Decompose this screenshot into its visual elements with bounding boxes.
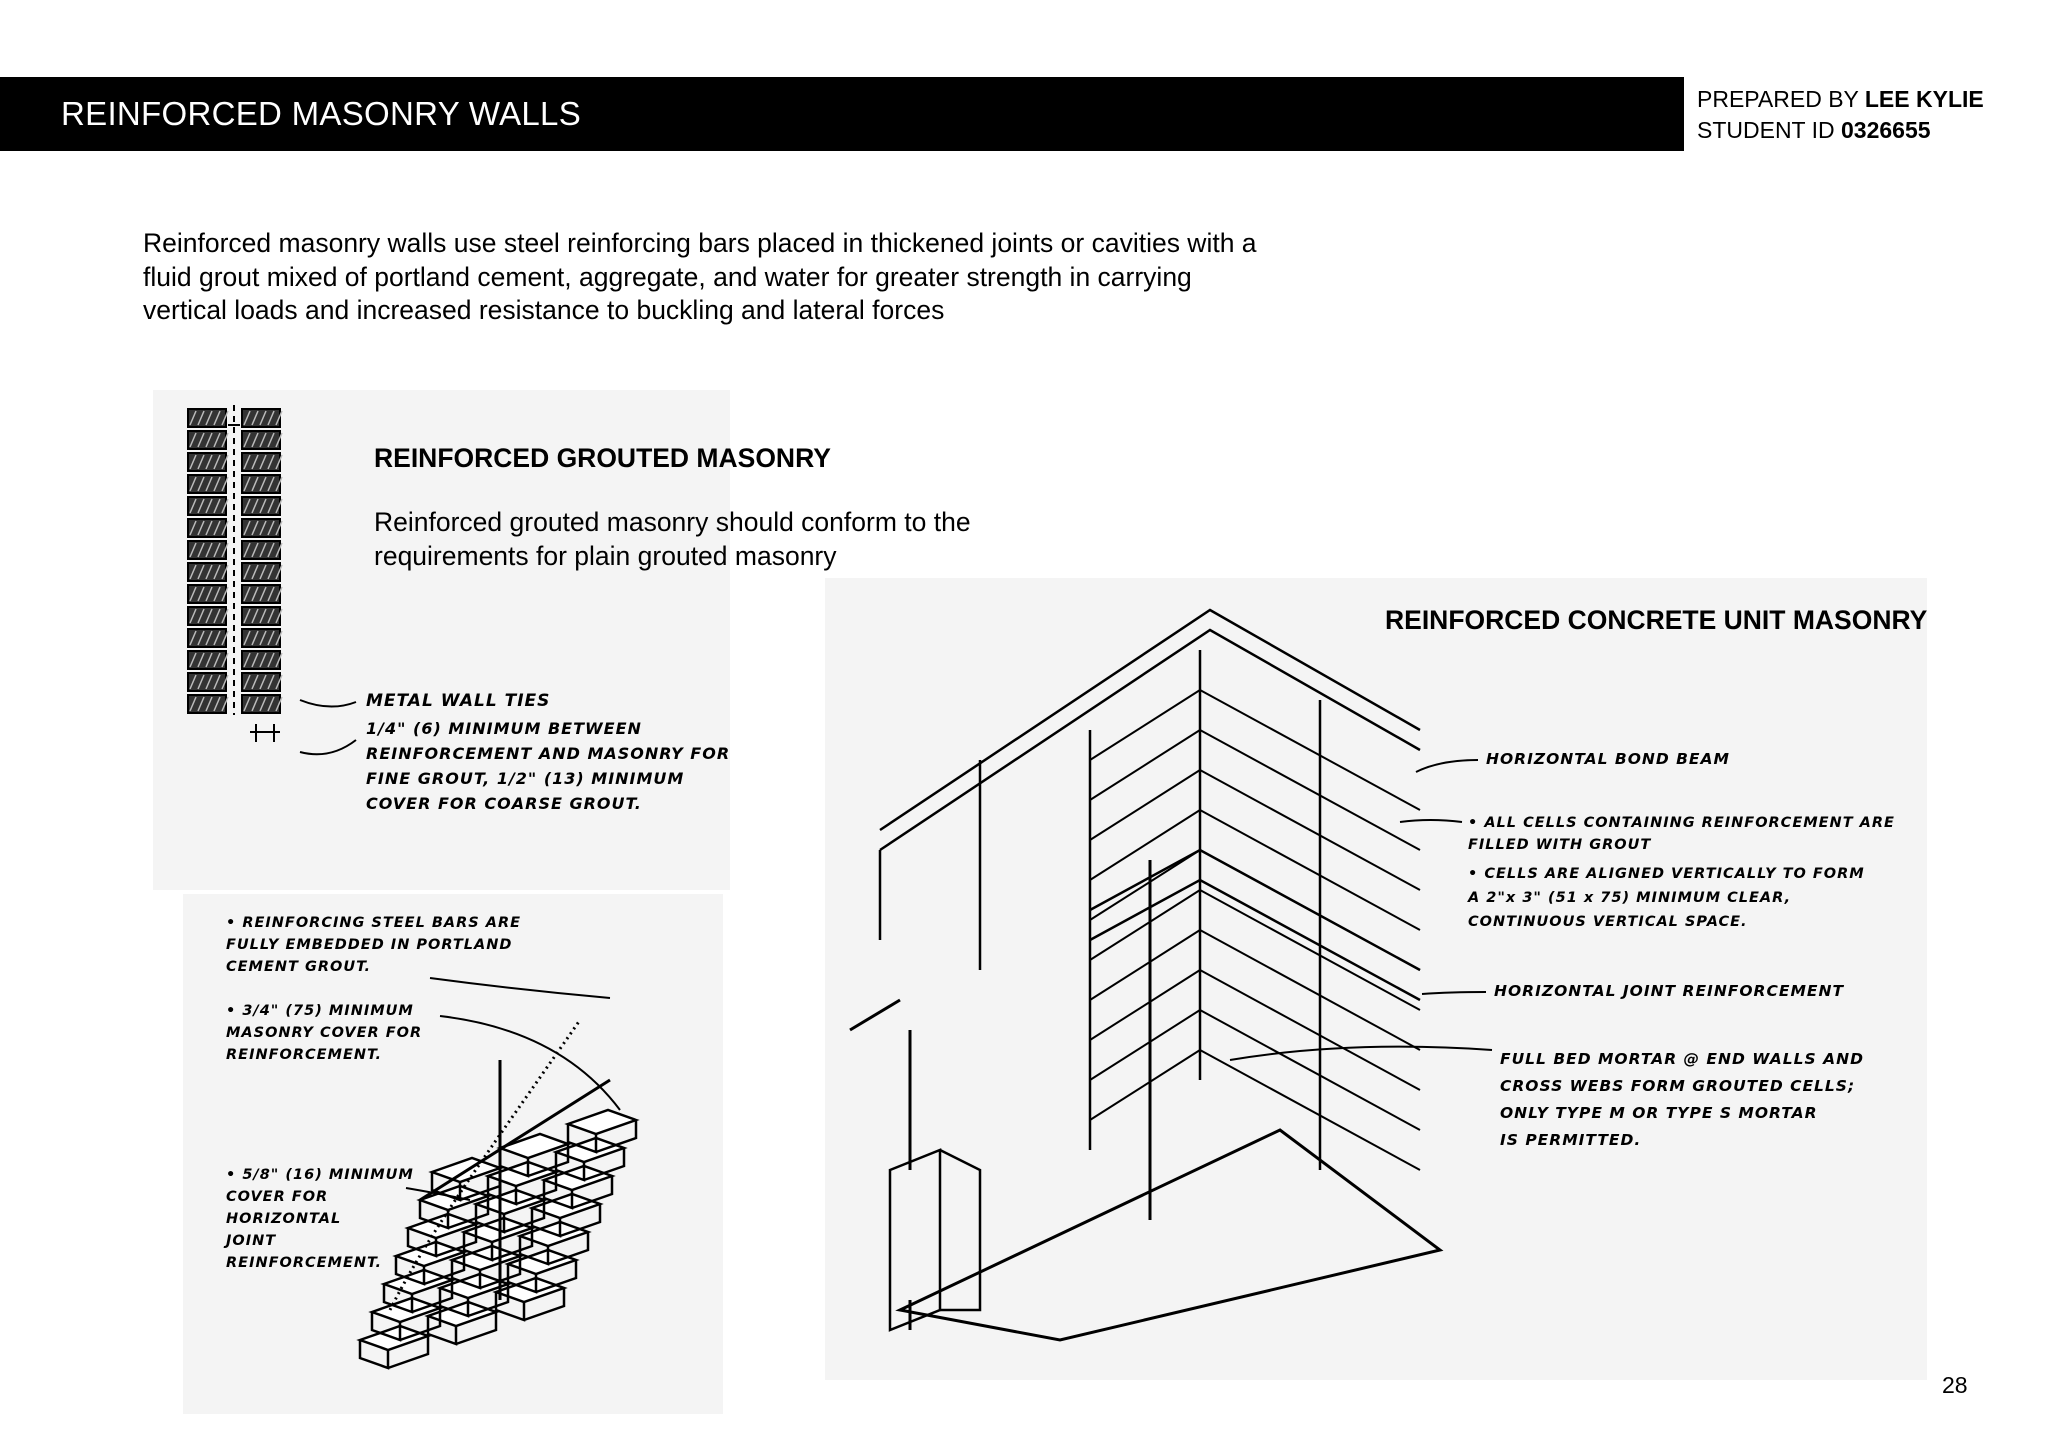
grouted-heading: REINFORCED GROUTED MASONRY bbox=[374, 443, 831, 473]
cells-aligned-note: • CELLS ARE ALIGNED VERTICALLY TO FORM A 2"x 3" (51 x 75) MINIMUM CLEAR, CONTINUOUS VERTICAL SPACE. bbox=[1468, 866, 1865, 930]
joint-reinforcement-note: HORIZONTAL JOINT REINFORCEMENT bbox=[1494, 982, 1845, 1000]
student-prefix: STUDENT ID bbox=[1697, 117, 1835, 143]
masonry-cover-note: • 3/4" (75) MINIMUM MASONRY COVER FOR REINFORCEMENT. bbox=[226, 1003, 423, 1063]
steel-embedded-note: • REINFORCING STEEL BARS ARE FULLY EMBEDDED IN PORTLAND CEMENT GROUT. bbox=[226, 915, 522, 975]
cmu-heading: REINFORCED CONCRETE UNIT MASONRY bbox=[1385, 605, 1928, 635]
author-name: LEE KYLIE bbox=[1864, 86, 1984, 112]
page-number: 28 bbox=[1942, 1372, 1968, 1398]
prepared-prefix: PREPARED BY bbox=[1697, 86, 1859, 112]
bond-beam-note: HORIZONTAL BOND BEAM bbox=[1486, 750, 1730, 768]
metal-wall-ties-note: METAL WALL TIES bbox=[366, 691, 551, 711]
intro-paragraph: Reinforced masonry walls use steel reinforcing bars placed in thickened joints or cavities with a fluid grout mixed of portland cement, aggregate, and water for greater strength in carrying vertical loads and increased resistance to buckling and lateral forces bbox=[143, 228, 1257, 325]
joint-cover-note: • 5/8" (16) MINIMUM COVER FOR HORIZONTAL JOINT REINFORCEMENT. bbox=[226, 1167, 414, 1271]
page-title: REINFORCED MASONRY WALLS bbox=[61, 95, 582, 132]
grout-cover-note: 1/4" (6) MINIMUM BETWEEN REINFORCEMENT AND MASONRY FOR FINE GROUT, 1/2" (13) MINIMUM COVER FOR COARSE GROUT. bbox=[366, 719, 731, 813]
cells-filled-note: • ALL CELLS CONTAINING REINFORCEMENT ARE FILLED WITH GROUT bbox=[1468, 815, 1895, 853]
grouted-text: Reinforced grouted masonry should conform to the requirements for plain grouted masonry bbox=[374, 507, 971, 571]
mortar-note: FULL BED MORTAR @ END WALLS AND CROSS WEBS FORM GROUTED CELLS; ONLY TYPE M OR TYPE S MORTAR IS PERMITTED. bbox=[1500, 1050, 1864, 1149]
student-id: 0326655 bbox=[1840, 117, 1931, 143]
